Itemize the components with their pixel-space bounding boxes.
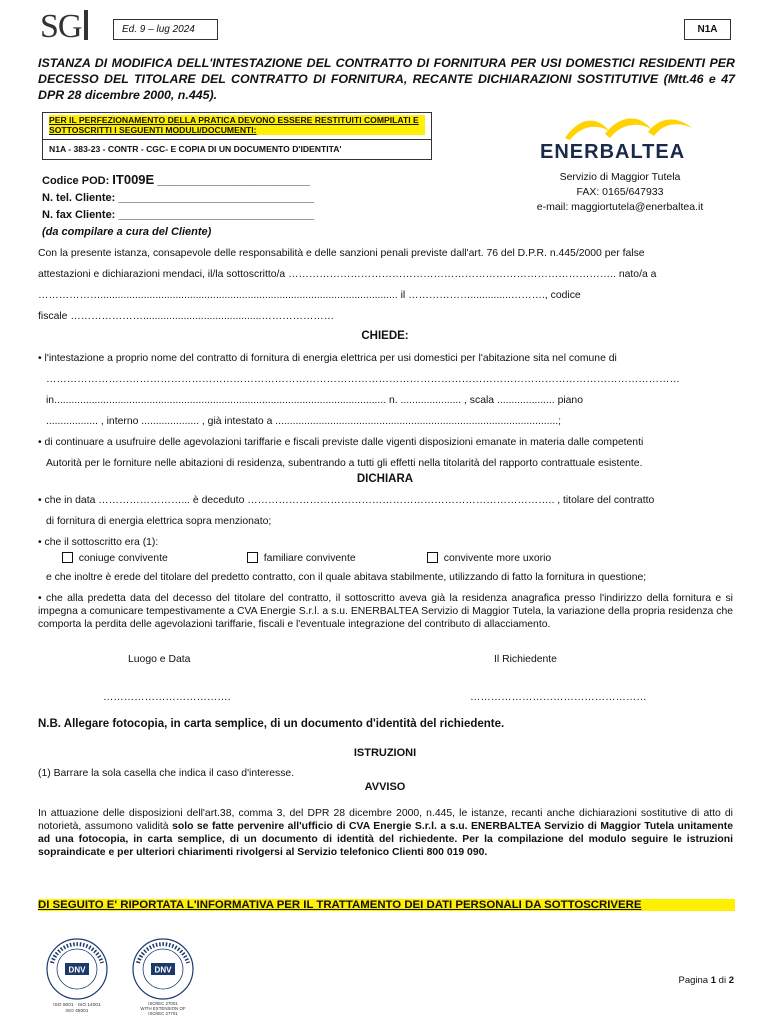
dichiara-item-1-cont: di fornitura di energia elettrica sopra menzionato; (46, 516, 272, 527)
istruzioni-text: (1) Barrare la sola casella che indica il caso d'interesse. (38, 768, 295, 779)
intro-paragraph (38, 243, 733, 327)
checkbox-icon[interactable] (427, 552, 438, 563)
svg-text:DNV: DNV (68, 965, 86, 975)
intro-line[interactable]: attestazioni e dichiarazioni mendaci, il/la sottoscritto/a ………………………………………………………………………………….. nato/a a (38, 269, 657, 280)
pod-blank[interactable]: _________________________ (157, 175, 311, 187)
svg-text:ISO 45001: ISO 45001 (65, 1009, 89, 1013)
svg-text:WITH EXTENSION OF: WITH EXTENSION OF (140, 1006, 186, 1011)
company-name: ENERBALTEA (540, 141, 686, 163)
avviso-heading: AVVISO (364, 781, 406, 793)
checkbox-icon[interactable] (247, 552, 258, 563)
pod-value[interactable]: IT009E (112, 172, 155, 187)
comune-field[interactable]: ………………………………………………………………………………………………………………………………………………………………… (46, 374, 680, 385)
signer-label: Il Richiedente (494, 654, 557, 665)
notice-line-1: PER IL PERFEZIONAMENTO DELLA PRATICA DEVONO ESSERE RESTITUITI COMPILATI E SOTTOSCRITTI I SEGUENTI MODULI/DOCUMENTI: (49, 115, 425, 135)
death-date-field[interactable]: • che in data ……………………... è deceduto …………………………………………………………………………….. , titolare del contratto (38, 495, 655, 506)
privacy-banner: DI SEGUITO E' RIPORTATA L'INFORMATIVA PER IL TRATTAMENTO DEI DATI PERSONALI DA SOTTOSCRIVERE (38, 899, 735, 911)
intro-line[interactable]: ………………....................................................................................................... il ………………..............………., codice (38, 290, 581, 301)
service-name: Servizio di Maggior Tutela (559, 171, 681, 183)
svg-text:ISO/IEC 27001: ISO/IEC 27001 (148, 1001, 178, 1006)
avviso-text: In attuazione delle disposizioni dell'art.38, comma 3, del DPR 28 dicembre 2000, n.445, le istanze, recanti anche dichiarazioni sostitutive di atto di notorietà, assumono validità solo se fatte pervenire all'ufficio di CVA Energie S.r.l. a s.u. ENERBALTEA Servizio di Maggior Tutela unitamente ad una fotocopia, in carta semplice, di un documento di identità del richiedente. Per la compilazione del modulo seguire le istruzioni sopraindicate e per ulteriori chiarimenti rivolgersi al Servizio telefonico Clienti 800 019 090. (38, 808, 733, 858)
form-code: N1A (684, 19, 731, 40)
place-date-field[interactable]: ………………………………. (103, 692, 231, 703)
intro-line: Con la presente istanza, consapevole delle responsabilità e delle sanzioni penali previste dall'art. 76 del D.P.R. n.445/2000 per false (38, 248, 645, 259)
svg-text:ISO/IEC 27701: ISO/IEC 27701 (148, 1011, 178, 1016)
document-title: ISTANZA DI MODIFICA DELL'INTESTAZIONE DEL CONTRATTO DI FORNITURA PER USI DOMESTICI RESIDENTI PER DECESSO DEL TITOLARE DEL CONTRATTO DI FORNITURA, RECANTE DICHIARAZIONI SOSTITUTIVE (Mtt.46 e 47 DPR 28 dicembre 2000, n.445). (38, 56, 735, 102)
svg-text:DNV: DNV (154, 965, 172, 975)
dichiara-heading: DICHIARA (356, 473, 414, 485)
enerbaltea-logo-icon (560, 110, 700, 144)
chiede-item-2-cont: Autorità per le forniture nelle abitazioni di residenza, subentrando a tutti gli effetti nella titolarità del rapporto contrattuale esistente. (46, 458, 643, 469)
client-fields (42, 171, 314, 241)
nb-note: N.B. Allegare fotocopia, in carta semplice, di un documento d'identità del richiedente. (38, 718, 505, 730)
fill-note: (da compilare a cura del Cliente) (42, 226, 212, 238)
fax-label: N. fax Cliente: (42, 209, 116, 221)
page-number: Pagina 1 di 2 (678, 975, 734, 986)
notice-line-2: N1A - 383-23 - CONTR - CGC- E COPIA DI UN DOCUMENTO D'IDENTITA' (49, 144, 342, 154)
relation-option-2[interactable]: familiare convivente (247, 552, 356, 564)
pod-label: Codice POD: (42, 175, 110, 187)
tel-label: N. tel. Cliente: (42, 192, 116, 204)
tel-field[interactable]: ________________________________ (118, 192, 315, 204)
chiede-item-1: • l'intestazione a proprio nome del contratto di fornitura di energia elettrica per usi domestici per l'abitazione sita nel comune di (38, 353, 617, 364)
dichiara-item-2: • che il sottoscritto era (1): (38, 537, 159, 548)
signature-field[interactable]: …………………………………………… (470, 692, 647, 703)
istruzioni-heading: ISTRUZIONI (353, 747, 417, 759)
dnv-certification-icon (38, 935, 116, 1013)
fax-field[interactable]: ________________________________ (118, 209, 315, 221)
edition-label: Ed. 9 – lug 2024 (113, 19, 218, 40)
company-fax: FAX: 0165/647933 (576, 186, 664, 198)
interno-field[interactable]: .................. , interno .................... , già intestato a ..................................................................................................; (46, 416, 562, 427)
required-documents-notice (42, 112, 432, 160)
relation-option-1[interactable]: coniuge convivente (62, 552, 168, 564)
checkbox-icon[interactable] (62, 552, 73, 563)
chiede-heading: CHIEDE: (361, 330, 409, 342)
dichiara-section (38, 490, 733, 553)
relation-option-3[interactable]: convivente more uxorio (427, 552, 551, 564)
chiede-item-2: • di continuare a usufruire delle agevolazioni tariffarie e fiscali previste dalle vigenti disposizioni emanate in materia dalle competenti (38, 437, 644, 448)
heir-statement: e che inoltre è erede del titolare del predetto contratto, con il quale abitava stabilmente, utilizzando di fatto la fornitura in questione; (46, 572, 647, 583)
residence-statement: • che alla predetta data del decesso del titolare del contratto, il sottoscritto aveva già la residenza anagrafica presso l'indirizzo della fornitura e si impegna a comunicare tempestivamente a CVA Energie S.r.l. a s.u. ENERBALTEA Servizio di Maggior Tutela, la variazione della propria residenza che comporta la perdita delle agevolazioni tariffarie, fiscali e l'eventuale integrazione del contributo di allacciamento. (38, 593, 733, 630)
svg-text:ISO 9001 · ISO 14001: ISO 9001 · ISO 14001 (53, 1003, 101, 1008)
address-field[interactable]: in................................................................................................................... n. ..................... , scala .................... piano (46, 395, 583, 406)
sg-logo: SG (40, 10, 98, 44)
place-date-label: Luogo e Data (128, 654, 191, 665)
company-contacts (500, 170, 740, 215)
dnv-security-certification-icon (124, 935, 202, 1017)
company-email[interactable]: e-mail: maggiortutela@enerbaltea.it (536, 201, 704, 213)
intro-line[interactable]: fiscale ………………….........................................………………… (38, 311, 335, 322)
chiede-section (38, 348, 733, 474)
